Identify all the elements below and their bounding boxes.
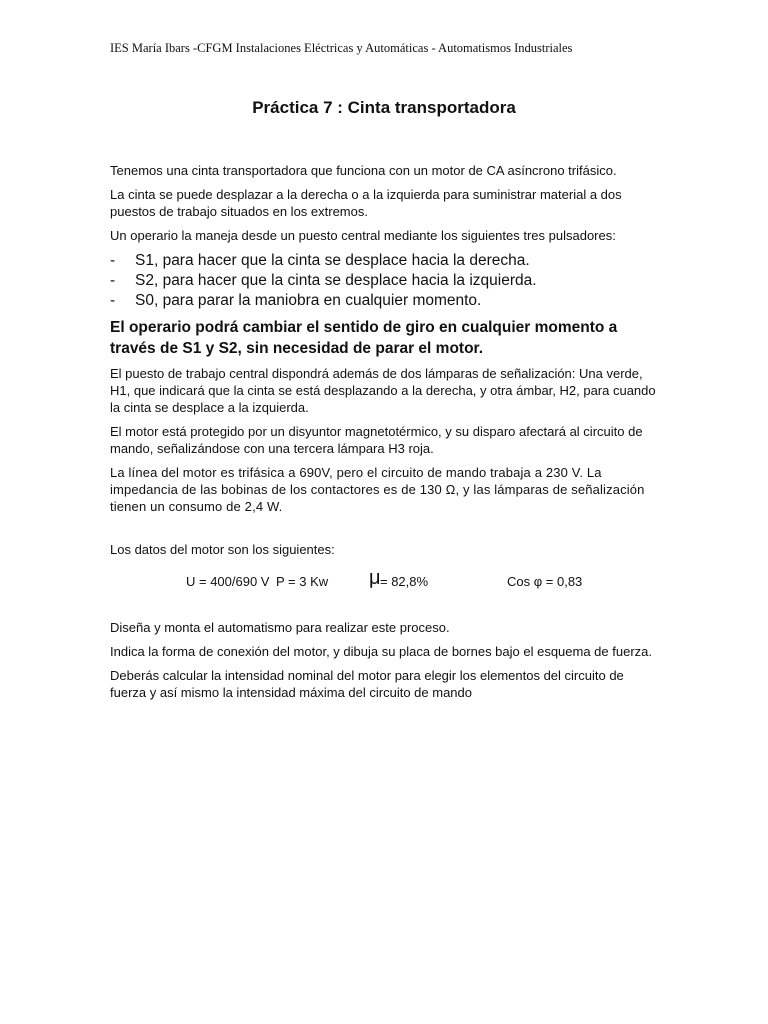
- intro-paragraph-1: Tenemos una cinta transportadora que funciona con un motor de CA asíncrono trifásico.: [110, 163, 617, 178]
- list-item: [110, 271, 662, 291]
- list-item: [110, 291, 662, 311]
- list-item-text: S2, para hacer que la cinta se desplace hacia la izquierda.: [135, 272, 537, 289]
- document-body: [110, 162, 662, 708]
- motor-data-row: [110, 567, 662, 595]
- line-paragraph: La línea del motor es trifásica a 690V, pero el circuito de mando trabaja a 230 V. La impedancia de las bobinas de los contactores es de 130 Ω, y las lámparas de señalización tienen un consumo de 2,4 W.: [110, 465, 645, 514]
- intro-paragraph-3: Un operario la maneja desde un puesto central mediante los siguientes tres pulsadores:: [110, 228, 616, 243]
- efficiency-symbol: μ: [369, 567, 381, 589]
- task-paragraph-1: Diseña y monta el automatismo para realizar este proceso.: [110, 620, 450, 635]
- bold-note: El operario podrá cambiar el sentido de giro en cualquier momento a través de S1 y S2, sin necesidad de parar el motor.: [110, 319, 618, 357]
- motor-data-intro: Los datos del motor son los siguientes:: [110, 542, 335, 557]
- list-dash: -: [110, 252, 116, 269]
- list-item-text: S0, para parar la maniobra en cualquier momento.: [135, 292, 482, 309]
- motor-voltage: U = 400/690 V: [186, 574, 270, 589]
- protection-paragraph: El motor está protegido por un disyuntor magnetotérmico, y su disparo afectará al circuito de mando, señalizándose con una tercera lámpara H3 roja.: [110, 424, 643, 456]
- pushbutton-list: [110, 251, 662, 311]
- task-paragraph-2: Indica la forma de conexión del motor, y dibuja su placa de bornes bajo el esquema de fuerza.: [110, 644, 653, 659]
- task-paragraph-3: Deberás calcular la intensidad nominal del motor para elegir los elementos del circuito de fuerza y así mismo la intensidad máxima del circuito de mando: [110, 668, 624, 700]
- motor-power: P = 3 Kw: [276, 574, 329, 589]
- motor-power-factor: Cos φ = 0,83: [507, 574, 583, 589]
- page-title: Práctica 7 : Cinta transportadora: [252, 98, 516, 117]
- motor-efficiency: = 82,8%: [380, 574, 429, 589]
- list-item-text: S1, para hacer que la cinta se desplace hacia la derecha.: [135, 252, 530, 269]
- page-header: IES María Ibars -CFGM Instalaciones Eléctricas y Automáticas - Automatismos Industriales: [110, 41, 573, 55]
- list-dash: -: [110, 292, 116, 309]
- intro-paragraph-2: La cinta se puede desplazar a la derecha o a la izquierda para suministrar material a dos puestos de trabajo situados en los extremos.: [110, 187, 622, 219]
- list-item: [110, 251, 662, 271]
- lamps-paragraph: El puesto de trabajo central dispondrá además de dos lámparas de señalización: Una verde, H1, que indicará que la cinta se está desplazando a la derecha, y otra ámbar, H2, para cuando la cinta se desplace a la izquierda.: [110, 366, 656, 415]
- list-dash: -: [110, 272, 116, 289]
